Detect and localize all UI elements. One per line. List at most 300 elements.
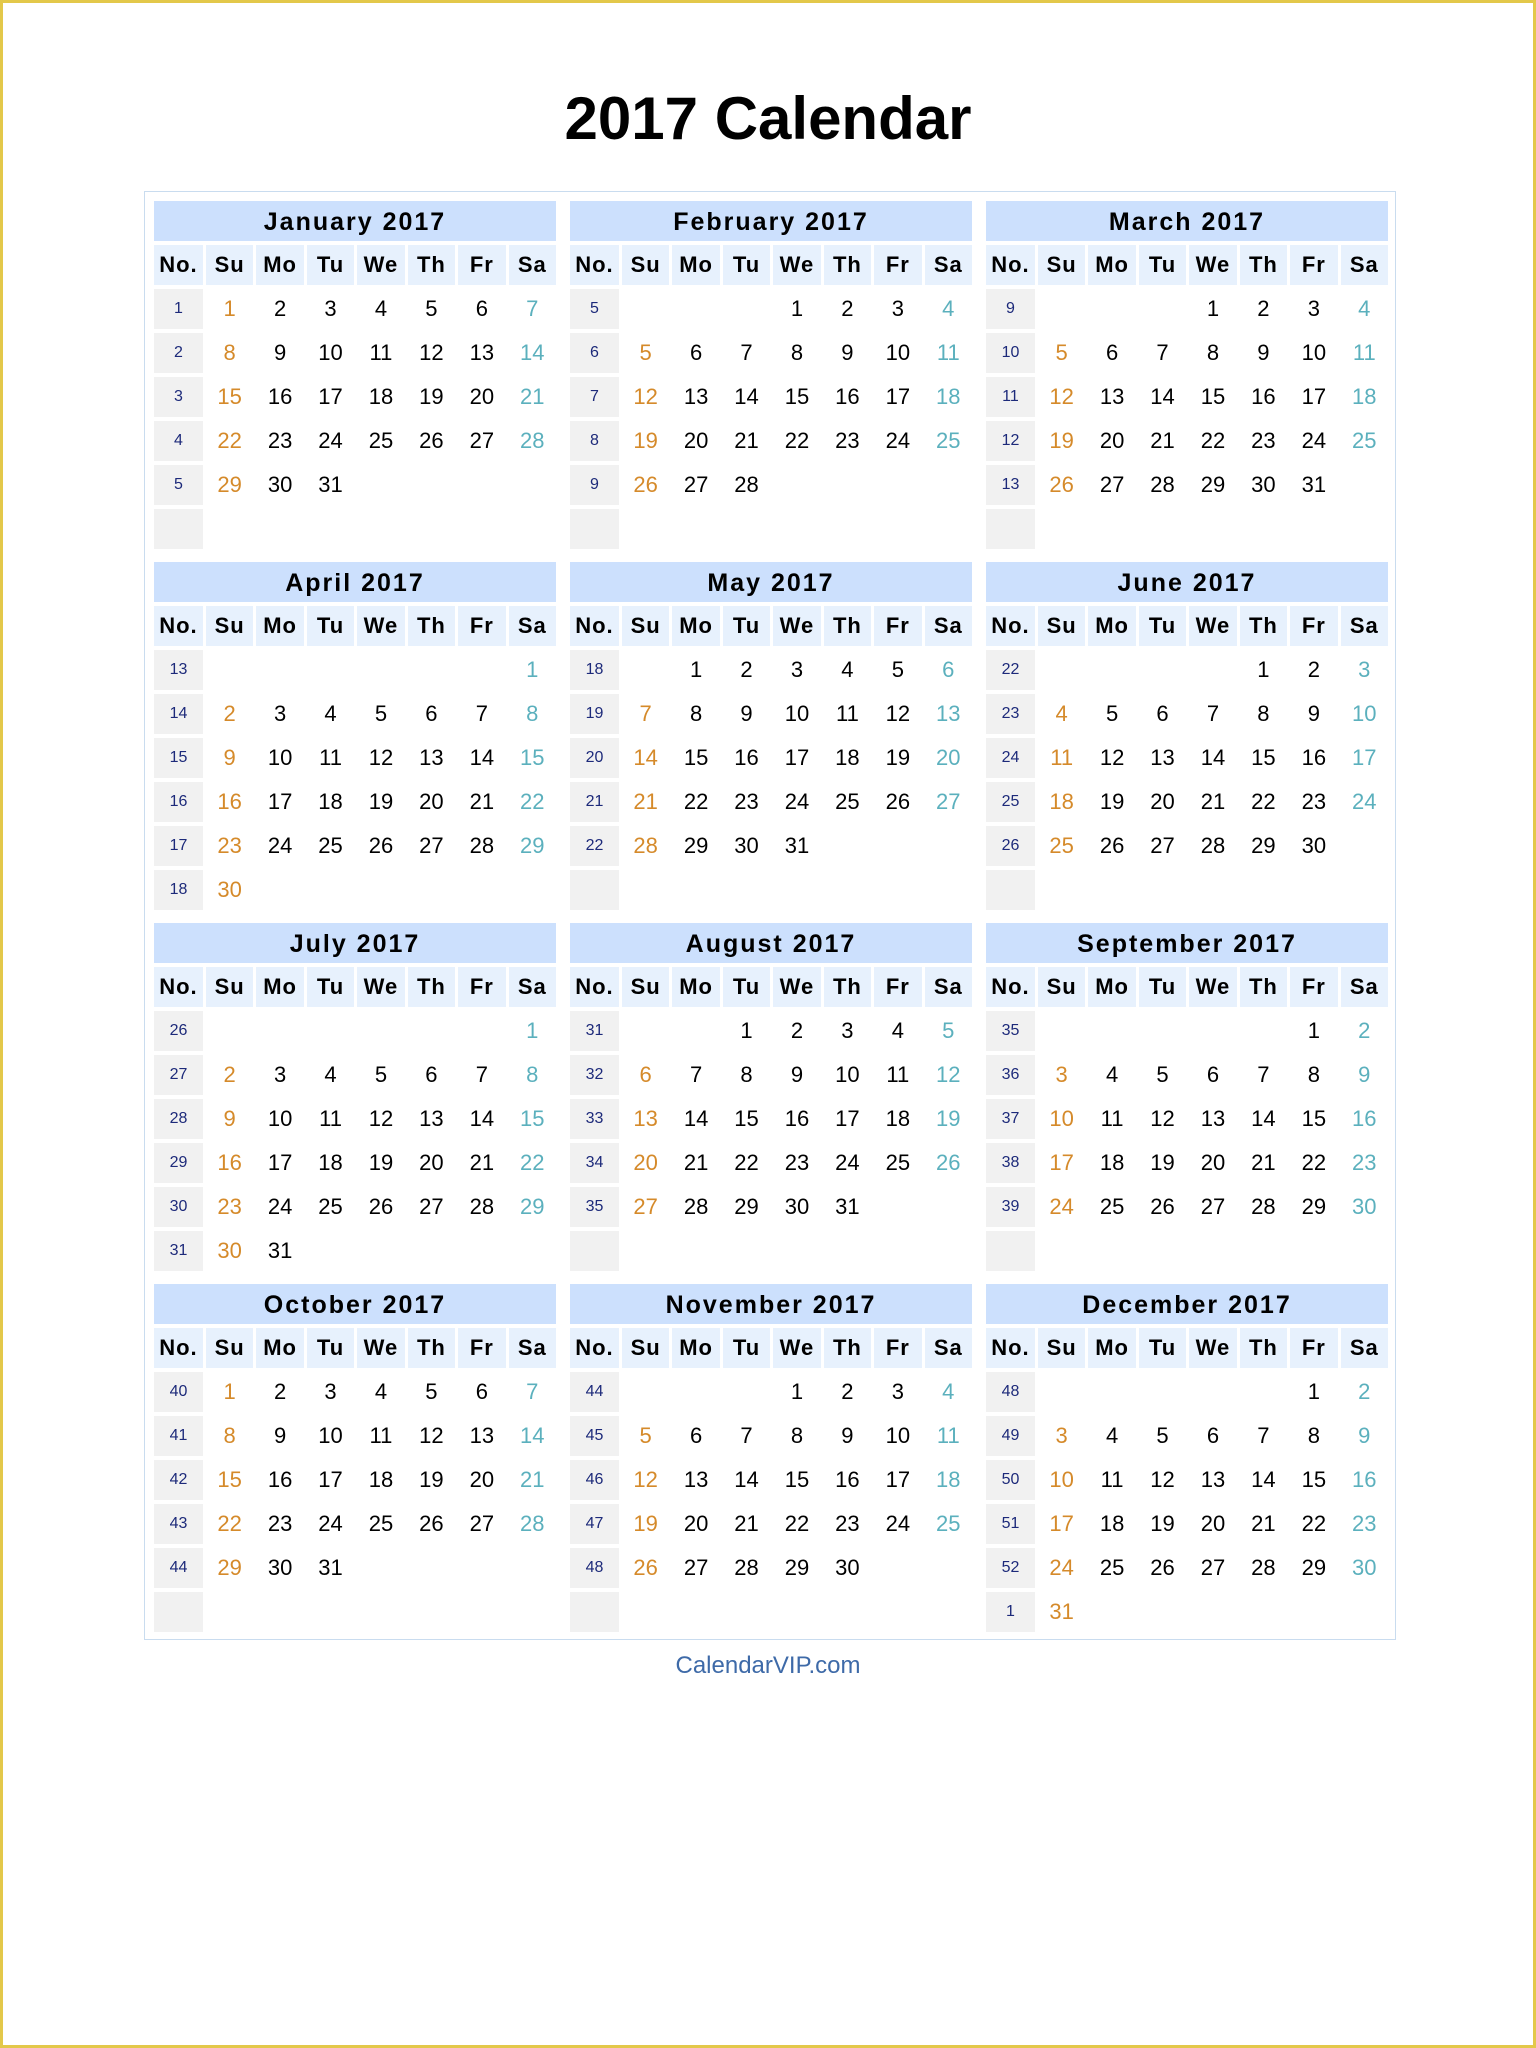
week-row [154,289,556,333]
day-cell: 19 [419,1467,444,1492]
day-cell: 5 [1156,1062,1169,1087]
week-row [986,1372,1388,1416]
day-cell: 21 [469,789,495,814]
weekday-header: Fr [874,967,921,1007]
day-cell [408,465,455,509]
day-cell: 2 [1307,657,1320,682]
day-cell: 25 [1049,833,1074,858]
day-cell: 27 [419,1194,444,1219]
day-cell: 4 [1105,1423,1119,1448]
day-cell [773,1231,820,1275]
day-cell: 14 [469,745,495,770]
day-cell: 26 [368,1194,394,1219]
day-cell: 21 [1200,789,1226,814]
day-cell [408,1592,455,1636]
day-cell: 6 [475,296,488,321]
day-cell: 9 [1307,701,1320,726]
weekday-header: Fr [1290,967,1337,1007]
weekday-header-row [154,606,556,646]
day-cell: 24 [318,428,343,453]
day-cell: 2 [841,1379,854,1404]
weekday-header-row [154,1328,556,1368]
day-cell: 1 [1257,657,1270,682]
day-cell [824,1231,871,1275]
week-number: 5 [570,289,619,329]
day-cell [1139,1231,1186,1275]
day-cell: 18 [1099,1511,1125,1536]
week-row [154,1592,556,1636]
day-cell: 16 [1301,745,1327,770]
day-cell [723,289,770,333]
day-cell: 17 [318,384,343,409]
week-row [986,1143,1388,1187]
weekday-header: No. [986,967,1035,1007]
month-title: April 2017 [154,562,556,602]
day-cell: 13 [1200,1106,1226,1131]
week-row [570,509,972,553]
day-cell: 4 [374,296,388,321]
day-cell: 28 [1251,1555,1276,1580]
week-number: 25 [986,782,1035,822]
weekday-header: Sa [1341,1328,1388,1368]
day-cell [1341,870,1388,914]
day-cell: 21 [1251,1150,1276,1175]
day-cell [1038,650,1085,694]
day-cell [307,1592,354,1636]
day-cell [206,509,253,553]
week-row [570,289,972,333]
page-title: 2017 Calendar [564,85,972,152]
week-number: 13 [154,650,203,690]
month-title: May 2017 [570,562,972,602]
day-cell: 31 [1049,1599,1074,1624]
day-cell: 11 [936,1423,960,1448]
day-cell: 23 [835,1511,860,1536]
day-cell [925,1187,972,1231]
month-block [570,1284,972,1636]
week-row [570,1504,972,1548]
day-cell [408,1011,455,1055]
day-cell: 27 [1150,833,1175,858]
weekday-header-row [986,245,1388,285]
month-block [154,923,556,1275]
day-cell: 22 [784,428,810,453]
day-cell [1240,1592,1287,1636]
day-cell: 4 [1105,1062,1119,1087]
day-cell: 24 [885,428,911,453]
week-rows [986,650,1388,914]
day-cell: 19 [1099,789,1125,814]
day-cell: 3 [1358,657,1371,682]
weekday-header-row [570,1328,972,1368]
day-cell: 17 [885,1467,911,1492]
day-cell [622,509,669,553]
day-cell: 13 [419,745,444,770]
day-cell: 11 [1100,1467,1124,1492]
day-cell: 22 [734,1150,759,1175]
day-cell [256,509,303,553]
week-number: 24 [986,738,1035,778]
day-cell: 9 [223,745,236,770]
weekday-header: Tu [1139,245,1186,285]
day-cell: 13 [469,1423,495,1448]
day-cell [1139,289,1186,333]
day-cell: 8 [740,1062,753,1087]
day-cell: 12 [419,340,444,365]
week-number [986,1231,1035,1271]
day-cell: 14 [734,1467,759,1492]
day-cell: 26 [419,1511,444,1536]
day-cell [256,870,303,914]
day-cell: 24 [1049,1555,1074,1580]
day-cell: 20 [1200,1511,1226,1536]
month-title: November 2017 [570,1284,972,1324]
week-number: 29 [154,1143,203,1183]
weekday-header: We [357,606,404,646]
day-cell [509,1548,556,1592]
day-cell [1341,465,1388,509]
weekday-header: We [773,245,820,285]
day-cell: 17 [885,384,911,409]
weekday-header: Mo [256,606,303,646]
day-cell [1290,509,1337,553]
day-cell [458,509,505,553]
day-cell: 4 [374,1379,388,1404]
day-cell [1139,1372,1186,1416]
week-row [154,421,556,465]
week-row [986,1055,1388,1099]
month-title: December 2017 [986,1284,1388,1324]
day-cell: 24 [784,789,810,814]
day-cell: 30 [835,1555,860,1580]
week-number: 33 [570,1099,619,1139]
week-number [986,870,1035,910]
day-cell: 8 [526,1062,539,1087]
weekday-header: Fr [458,245,505,285]
week-row [154,1548,556,1592]
day-cell: 8 [1257,701,1270,726]
day-cell: 28 [683,1194,709,1219]
day-cell [773,465,820,509]
weekday-header: No. [986,245,1035,285]
day-cell: 18 [1049,789,1074,814]
weekday-header: Sa [509,1328,556,1368]
day-cell: 24 [1301,428,1327,453]
day-cell: 15 [217,1467,242,1492]
day-cell: 20 [936,745,961,770]
day-cell [1189,1592,1236,1636]
day-cell: 30 [1352,1555,1377,1580]
day-cell: 23 [267,428,293,453]
week-number: 42 [154,1460,203,1500]
month-title: August 2017 [570,923,972,963]
day-cell [458,1592,505,1636]
week-number: 44 [570,1372,619,1412]
week-number: 23 [986,694,1035,734]
week-number: 46 [570,1460,619,1500]
day-cell [824,465,871,509]
weekday-header: Mo [256,1328,303,1368]
day-cell [357,1548,404,1592]
day-cell: 20 [1099,428,1125,453]
day-cell: 25 [368,428,394,453]
day-cell [1088,509,1135,553]
day-cell [1088,1592,1135,1636]
weekday-header-row [154,967,556,1007]
day-cell [307,870,354,914]
day-cell: 31 [1301,472,1327,497]
day-cell [1139,1011,1186,1055]
day-cell: 12 [1150,1467,1175,1492]
week-number: 9 [986,289,1035,329]
day-cell [256,1592,303,1636]
day-cell: 27 [1200,1555,1226,1580]
weekday-header-row [570,606,972,646]
week-row [570,738,972,782]
week-row [986,1416,1388,1460]
weekday-header: Tu [1139,606,1186,646]
day-cell [458,650,505,694]
day-cell [1341,826,1388,870]
day-cell: 27 [419,833,444,858]
weekday-header: Th [408,967,455,1007]
weekday-header: Sa [925,1328,972,1368]
day-cell: 23 [267,1511,293,1536]
day-cell: 3 [324,296,337,321]
day-cell: 21 [520,384,545,409]
day-cell: 1 [1307,1018,1320,1043]
day-cell: 14 [734,384,759,409]
weekday-header: No. [570,606,619,646]
day-cell [509,1592,556,1636]
day-cell [874,1187,921,1231]
day-cell: 30 [734,833,759,858]
weekday-header: Th [1240,967,1287,1007]
day-cell: 25 [1099,1194,1125,1219]
week-row [154,1460,556,1504]
day-cell: 5 [942,1018,955,1043]
day-cell: 9 [841,340,854,365]
footer-link[interactable]: CalendarVIP.com [675,1652,861,1679]
day-cell [723,870,770,914]
day-cell: 27 [1200,1194,1226,1219]
week-row [570,377,972,421]
day-cell: 5 [639,1423,652,1448]
week-row [570,782,972,826]
day-cell: 26 [1150,1555,1175,1580]
day-cell: 9 [273,1423,287,1448]
week-rows [154,650,556,914]
weekday-header: Mo [1088,245,1135,285]
day-cell: 14 [683,1106,709,1131]
week-number: 31 [570,1011,619,1051]
day-cell [1240,1011,1287,1055]
day-cell [509,1231,556,1275]
day-cell: 5 [374,701,388,726]
day-cell: 6 [1206,1423,1220,1448]
weekday-header: Mo [1088,1328,1135,1368]
week-number [570,870,619,910]
weekday-header: Fr [458,606,505,646]
day-cell [357,870,404,914]
day-cell [1038,1011,1085,1055]
day-cell [874,1548,921,1592]
weekday-header: Mo [672,606,719,646]
week-number: 30 [154,1187,203,1227]
day-cell: 15 [1301,1467,1327,1492]
day-cell: 13 [633,1106,658,1131]
week-number: 26 [986,826,1035,866]
day-cell: 29 [520,833,545,858]
day-cell: 23 [734,789,759,814]
day-cell: 13 [683,384,709,409]
day-cell [307,650,354,694]
day-cell [925,870,972,914]
day-cell: 7 [526,296,539,321]
day-cell: 19 [633,428,658,453]
weekday-header: Tu [1139,1328,1186,1368]
day-cell: 12 [1150,1106,1175,1131]
day-cell: 7 [1257,1423,1270,1448]
weekday-header: Sa [925,245,972,285]
day-cell: 8 [790,340,804,365]
day-cell: 23 [1352,1150,1377,1175]
day-cell [458,1548,505,1592]
weekday-header: Th [408,606,455,646]
day-cell: 11 [1352,340,1376,365]
day-cell: 11 [319,1106,342,1131]
week-number [154,1592,203,1632]
day-cell: 31 [784,833,810,858]
week-row [154,1099,556,1143]
day-cell: 6 [1206,1062,1220,1087]
day-cell [672,1231,719,1275]
week-number: 38 [986,1143,1035,1183]
week-row [154,1011,556,1055]
day-cell: 16 [1352,1106,1377,1131]
day-cell: 13 [683,1467,709,1492]
day-cell: 16 [835,1467,860,1492]
weekday-header: Tu [307,606,354,646]
day-cell: 28 [1150,472,1175,497]
day-cell: 19 [936,1106,961,1131]
weekday-header: Su [1038,245,1085,285]
day-cell: 28 [1251,1194,1276,1219]
day-cell [1139,509,1186,553]
weekday-header: Th [824,1328,871,1368]
day-cell: 13 [1099,384,1125,409]
day-cell: 25 [318,833,343,858]
day-cell: 21 [734,1511,759,1536]
week-row [570,1548,972,1592]
week-row [986,333,1388,377]
day-cell: 12 [885,701,911,726]
day-cell [1189,870,1236,914]
week-row [986,870,1388,914]
week-row [154,1143,556,1187]
month-block [154,1284,556,1636]
day-cell: 10 [1352,701,1377,726]
day-cell [874,870,921,914]
day-cell: 25 [835,789,860,814]
day-cell [1088,650,1135,694]
day-cell: 6 [689,340,703,365]
day-cell: 2 [790,1018,804,1043]
day-cell: 24 [1049,1194,1074,1219]
day-cell: 12 [1099,745,1125,770]
day-cell [723,1592,770,1636]
day-cell: 5 [639,340,652,365]
day-cell: 11 [319,745,342,770]
day-cell [1038,509,1085,553]
day-cell: 9 [740,701,753,726]
day-cell: 20 [419,789,444,814]
day-cell: 25 [936,1511,961,1536]
day-cell: 2 [740,657,753,682]
day-cell: 5 [1105,701,1119,726]
day-cell: 18 [936,1467,961,1492]
week-number: 15 [154,738,203,778]
day-cell [773,870,820,914]
weekday-header: Su [622,606,669,646]
day-cell [1038,870,1085,914]
day-cell: 27 [469,428,495,453]
day-cell [1088,1231,1135,1275]
day-cell: 26 [1150,1194,1175,1219]
day-cell: 14 [1251,1106,1276,1131]
day-cell [874,465,921,509]
week-number: 52 [986,1548,1035,1588]
day-cell: 21 [734,428,759,453]
day-cell: 19 [368,1150,394,1175]
day-cell: 29 [1301,1555,1327,1580]
day-cell: 4 [891,1018,904,1043]
day-cell [723,1231,770,1275]
week-row [154,1372,556,1416]
day-cell [206,1011,253,1055]
weekday-header: Mo [672,1328,719,1368]
day-cell: 22 [217,428,242,453]
day-cell: 26 [1049,472,1074,497]
week-row [570,1055,972,1099]
day-cell: 9 [841,1423,854,1448]
week-row [986,1099,1388,1143]
day-cell: 25 [885,1150,911,1175]
day-cell [408,1231,455,1275]
day-cell: 19 [1150,1511,1175,1536]
week-row [986,738,1388,782]
week-rows [570,289,972,553]
week-row [154,650,556,694]
week-number: 48 [570,1548,619,1588]
week-number: 35 [570,1187,619,1227]
day-cell: 23 [217,833,242,858]
month-title: February 2017 [570,201,972,241]
day-cell [206,650,253,694]
weekday-header: Tu [723,245,770,285]
day-cell: 19 [885,745,911,770]
day-cell: 7 [740,1423,753,1448]
day-cell: 8 [223,340,236,365]
day-cell: 2 [273,1379,287,1404]
day-cell: 5 [1055,340,1068,365]
day-cell [1240,509,1287,553]
day-cell: 26 [633,1555,658,1580]
day-cell: 23 [1251,428,1276,453]
day-cell: 15 [734,1106,759,1131]
day-cell: 21 [1251,1511,1276,1536]
day-cell: 10 [885,340,911,365]
